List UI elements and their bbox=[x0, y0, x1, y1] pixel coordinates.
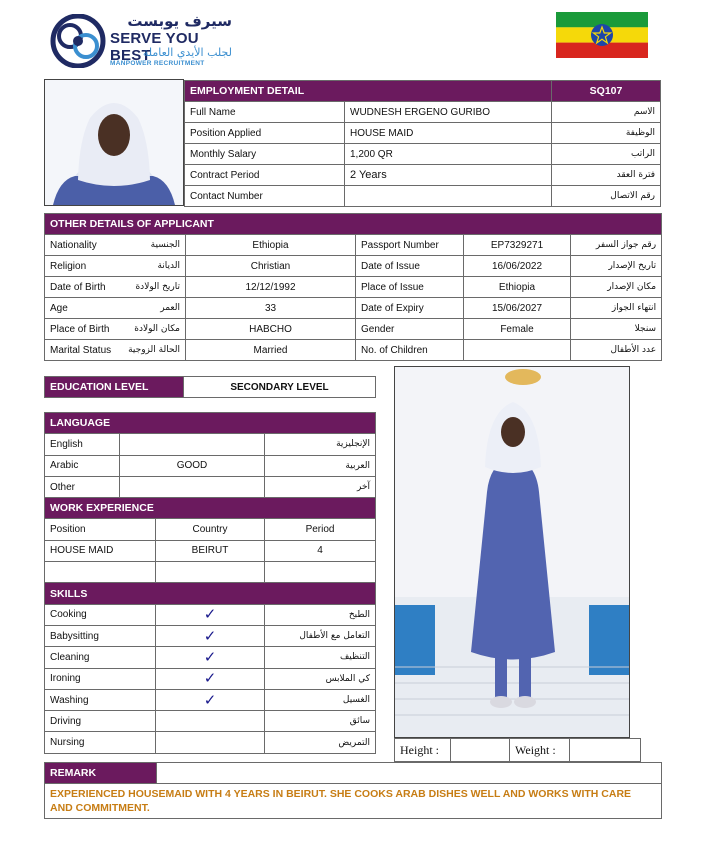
logo-tagline-arabic: لجلب الأيدي العاملة bbox=[142, 46, 232, 59]
employment-detail-title: EMPLOYMENT DETAIL bbox=[185, 81, 552, 102]
detail-label: Religion bbox=[45, 256, 123, 277]
employment-label-arabic: الوظيفة bbox=[552, 123, 661, 144]
skill-row bbox=[45, 625, 376, 646]
language-label: Arabic bbox=[45, 455, 120, 476]
language-level: GOOD bbox=[120, 455, 265, 476]
work-cell: HOUSE MAID bbox=[45, 540, 156, 561]
work-column-header: Position bbox=[45, 519, 156, 540]
skill-row bbox=[45, 689, 376, 710]
height-value bbox=[451, 739, 510, 762]
employment-value: WUDNESH ERGENO GURIBO bbox=[345, 102, 552, 123]
employment-label-arabic: فترة العقد bbox=[552, 165, 661, 186]
other-details-row bbox=[45, 340, 662, 361]
employment-detail-table bbox=[184, 80, 661, 207]
skill-label: Cooking bbox=[45, 604, 156, 625]
weight-label: Weight : bbox=[510, 739, 570, 762]
skill-row bbox=[45, 711, 376, 732]
other-details-row bbox=[45, 256, 662, 277]
check-icon: ✓ bbox=[203, 648, 217, 666]
employment-label: Monthly Salary bbox=[185, 144, 345, 165]
skill-check bbox=[156, 668, 265, 689]
education-level-label: EDUCATION LEVEL bbox=[45, 377, 184, 398]
skill-label: Ironing bbox=[45, 668, 156, 689]
skill-check bbox=[156, 711, 265, 732]
remark-table bbox=[44, 762, 662, 819]
work-cell bbox=[265, 562, 376, 583]
work-cell: BEIRUT bbox=[156, 540, 265, 561]
employment-value bbox=[345, 186, 552, 207]
skill-check bbox=[156, 604, 265, 625]
employment-row bbox=[185, 123, 661, 144]
work-experience-header-row bbox=[45, 519, 376, 540]
passport-value: Female bbox=[464, 319, 571, 340]
detail-value: 12/12/1992 bbox=[186, 277, 356, 298]
detail-value: Christian bbox=[186, 256, 356, 277]
language-label-arabic: آخر bbox=[265, 476, 376, 497]
work-cell bbox=[45, 562, 156, 583]
portrait-illustration bbox=[45, 80, 183, 205]
logo-tagline-english: MANPOWER RECRUITMENT bbox=[110, 60, 205, 67]
skill-label: Nursing bbox=[45, 732, 156, 753]
language-label: English bbox=[45, 434, 120, 455]
skill-check bbox=[156, 732, 265, 753]
other-details-row bbox=[45, 298, 662, 319]
skill-row bbox=[45, 647, 376, 668]
passport-label-arabic: مكان الإصدار bbox=[571, 277, 662, 298]
passport-value: 16/06/2022 bbox=[464, 256, 571, 277]
skill-label-arabic: التنظيف bbox=[265, 647, 376, 668]
other-details-row bbox=[45, 277, 662, 298]
company-logo bbox=[48, 12, 238, 70]
passport-label-arabic: انتهاء الجواز bbox=[571, 298, 662, 319]
language-label-arabic: العربية bbox=[265, 455, 376, 476]
height-weight-table bbox=[394, 738, 641, 762]
skill-label-arabic: الطبخ bbox=[265, 604, 376, 625]
employment-label-arabic: رقم الاتصال bbox=[552, 186, 661, 207]
employment-value: 1,200 QR bbox=[345, 144, 552, 165]
skill-check bbox=[156, 647, 265, 668]
weight-value bbox=[570, 739, 641, 762]
remark-text: EXPERIENCED HOUSEMAID WITH 4 YEARS IN BEIRUT. SHE COOKS ARAB DISHES WELL AND WORKS WITH CARE AND COMMITMENT. bbox=[45, 784, 662, 819]
work-experience-row bbox=[45, 540, 376, 561]
detail-label: Age bbox=[45, 298, 123, 319]
skill-label-arabic: سائق bbox=[265, 711, 376, 732]
skill-row bbox=[45, 604, 376, 625]
logo-mark-icon bbox=[48, 14, 108, 68]
work-column-header: Country bbox=[156, 519, 265, 540]
detail-label-arabic: الجنسية bbox=[123, 235, 186, 256]
passport-label-arabic: سنجلا bbox=[571, 319, 662, 340]
detail-label-arabic: العمر bbox=[123, 298, 186, 319]
language-row bbox=[45, 476, 376, 497]
check-icon: ✓ bbox=[203, 606, 217, 624]
passport-label-arabic: تاريخ الإصدار bbox=[571, 256, 662, 277]
employment-row bbox=[185, 144, 661, 165]
detail-label: Date of Birth bbox=[45, 277, 123, 298]
applicant-portrait-photo bbox=[44, 79, 184, 206]
employment-label-arabic: الراتب bbox=[552, 144, 661, 165]
full-body-illustration bbox=[395, 367, 629, 737]
other-details-table bbox=[44, 213, 662, 361]
applicant-code: SQ107 bbox=[552, 81, 661, 102]
language-row bbox=[45, 434, 376, 455]
language-row bbox=[45, 455, 376, 476]
logo-name-english: SERVE YOU BEST bbox=[110, 30, 199, 64]
skill-label: Babysitting bbox=[45, 625, 156, 646]
height-label: Height : bbox=[395, 739, 451, 762]
detail-value: HABCHO bbox=[186, 319, 356, 340]
check-icon: ✓ bbox=[203, 691, 217, 709]
employment-row bbox=[185, 102, 661, 123]
employment-label: Contract Period bbox=[185, 165, 345, 186]
detail-value: 33 bbox=[186, 298, 356, 319]
passport-label: Date of Expiry bbox=[356, 298, 464, 319]
skill-label: Driving bbox=[45, 711, 156, 732]
education-level-value: SECONDARY LEVEL bbox=[184, 377, 376, 398]
passport-label: Gender bbox=[356, 319, 464, 340]
work-experience-row bbox=[45, 562, 376, 583]
skills-title: SKILLS bbox=[45, 583, 376, 604]
employment-row bbox=[185, 165, 661, 186]
passport-value: Ethiopia bbox=[464, 277, 571, 298]
employment-label: Position Applied bbox=[185, 123, 345, 144]
passport-value: 15/06/2027 bbox=[464, 298, 571, 319]
work-cell: 4 bbox=[265, 540, 376, 561]
employment-value: HOUSE MAID bbox=[345, 123, 552, 144]
check-icon: ✓ bbox=[203, 627, 217, 645]
language-work-skills-table bbox=[44, 412, 376, 754]
other-details-title: OTHER DETAILS OF APPLICANT bbox=[45, 214, 662, 235]
check-icon: ✓ bbox=[203, 670, 217, 688]
detail-label: Place of Birth bbox=[45, 319, 123, 340]
skill-check bbox=[156, 689, 265, 710]
skill-row bbox=[45, 732, 376, 753]
remark-title: REMARK bbox=[45, 763, 157, 784]
skill-row bbox=[45, 668, 376, 689]
skill-label-arabic: كي الملابس bbox=[265, 668, 376, 689]
other-details-row bbox=[45, 235, 662, 256]
detail-value: Married bbox=[186, 340, 356, 361]
passport-label-arabic: عدد الأطفال bbox=[571, 340, 662, 361]
passport-label-arabic: رقم جواز السفر bbox=[571, 235, 662, 256]
passport-value: EP7329271 bbox=[464, 235, 571, 256]
detail-label-arabic: الديانة bbox=[123, 256, 186, 277]
logo-name-arabic: سيرف يوبست bbox=[127, 12, 232, 30]
language-label-arabic: الإنجليزية bbox=[265, 434, 376, 455]
employment-label-arabic: الاسم bbox=[552, 102, 661, 123]
work-experience-title: WORK EXPERIENCE bbox=[45, 498, 376, 519]
detail-label-arabic: الحالة الزوجية bbox=[123, 340, 186, 361]
other-details-row bbox=[45, 319, 662, 340]
detail-label-arabic: مكان الولادة bbox=[123, 319, 186, 340]
work-cell bbox=[156, 562, 265, 583]
skill-label-arabic: التعامل مع الأطفال bbox=[265, 625, 376, 646]
passport-value bbox=[464, 340, 571, 361]
language-level bbox=[120, 434, 265, 455]
detail-value: Ethiopia bbox=[186, 235, 356, 256]
education-level-table bbox=[44, 376, 376, 398]
skill-label: Cleaning bbox=[45, 647, 156, 668]
detail-label-arabic: تاريخ الولادة bbox=[123, 277, 186, 298]
passport-label: No. of Children bbox=[356, 340, 464, 361]
language-level bbox=[120, 476, 265, 497]
detail-label: Marital Status bbox=[45, 340, 123, 361]
detail-label: Nationality bbox=[45, 235, 123, 256]
skill-label-arabic: الغسيل bbox=[265, 689, 376, 710]
employment-label: Full Name bbox=[185, 102, 345, 123]
remark-title-spacer bbox=[157, 763, 662, 784]
passport-label: Passport Number bbox=[356, 235, 464, 256]
skill-check bbox=[156, 625, 265, 646]
skill-label-arabic: التمريض bbox=[265, 732, 376, 753]
employment-value: 2 Years bbox=[345, 165, 552, 186]
employment-label: Contact Number bbox=[185, 186, 345, 207]
ethiopia-flag-icon bbox=[556, 12, 648, 58]
passport-label: Date of Issue bbox=[356, 256, 464, 277]
language-label: Other bbox=[45, 476, 120, 497]
skill-label: Washing bbox=[45, 689, 156, 710]
passport-label: Place of Issue bbox=[356, 277, 464, 298]
employment-row bbox=[185, 186, 661, 207]
applicant-full-body-photo bbox=[394, 366, 630, 738]
language-title: LANGUAGE bbox=[45, 413, 376, 434]
work-column-header: Period bbox=[265, 519, 376, 540]
